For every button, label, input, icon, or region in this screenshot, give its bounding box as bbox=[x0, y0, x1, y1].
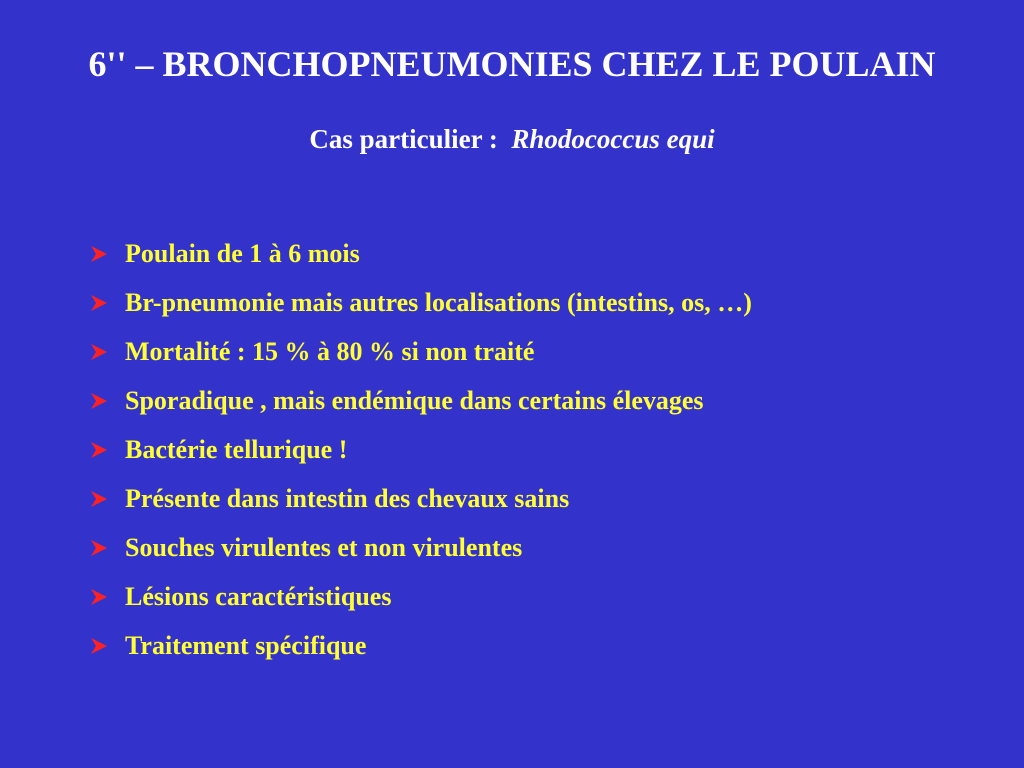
bullet-item bbox=[90, 572, 1000, 621]
bullet-item bbox=[90, 621, 1000, 670]
subtitle-label: Cas particulier : bbox=[309, 124, 498, 154]
bullet-item bbox=[90, 523, 1000, 572]
bullet-text: Traitement spécifique bbox=[125, 630, 367, 660]
subtitle-species: Rhodococcus equi bbox=[511, 124, 715, 154]
arrowhead-bullet-icon bbox=[90, 343, 125, 361]
bullet-text: Présente dans intestin des chevaux sains bbox=[125, 483, 570, 513]
bullet-text: Souches virulentes et non virulentes bbox=[125, 532, 523, 562]
slide-title: 6'' – BRONCHOPNEUMONIES CHEZ LE POULAIN bbox=[88, 44, 936, 84]
arrowhead-bullet-icon bbox=[90, 441, 125, 459]
bullet-text: Bactérie tellurique ! bbox=[125, 434, 348, 464]
arrowhead-bullet-icon bbox=[90, 392, 125, 410]
bullet-item bbox=[90, 229, 1000, 278]
bullet-item bbox=[90, 376, 1000, 425]
bullet-item bbox=[90, 327, 1000, 376]
slide-subtitle bbox=[0, 121, 1024, 157]
arrowhead-bullet-icon bbox=[90, 294, 125, 312]
arrowhead-bullet-icon bbox=[90, 490, 125, 508]
bullet-text: Poulain de 1 à 6 mois bbox=[125, 238, 360, 268]
bullet-text: Mortalité : 15 % à 80 % si non traité bbox=[125, 336, 535, 366]
bullet-text: Br-pneumonie mais autres localisations (intestins, os, …) bbox=[125, 287, 752, 317]
bullet-item bbox=[90, 278, 1000, 327]
bullet-text: Lésions caractéristiques bbox=[125, 581, 392, 611]
arrowhead-bullet-icon bbox=[90, 245, 125, 263]
bullet-item bbox=[90, 474, 1000, 523]
bullet-list bbox=[90, 229, 1000, 670]
arrowhead-bullet-icon bbox=[90, 588, 125, 606]
bullet-text: Sporadique , mais endémique dans certains élevages bbox=[125, 385, 704, 415]
arrowhead-bullet-icon bbox=[90, 539, 125, 557]
arrowhead-bullet-icon bbox=[90, 637, 125, 655]
bullet-item bbox=[90, 425, 1000, 474]
